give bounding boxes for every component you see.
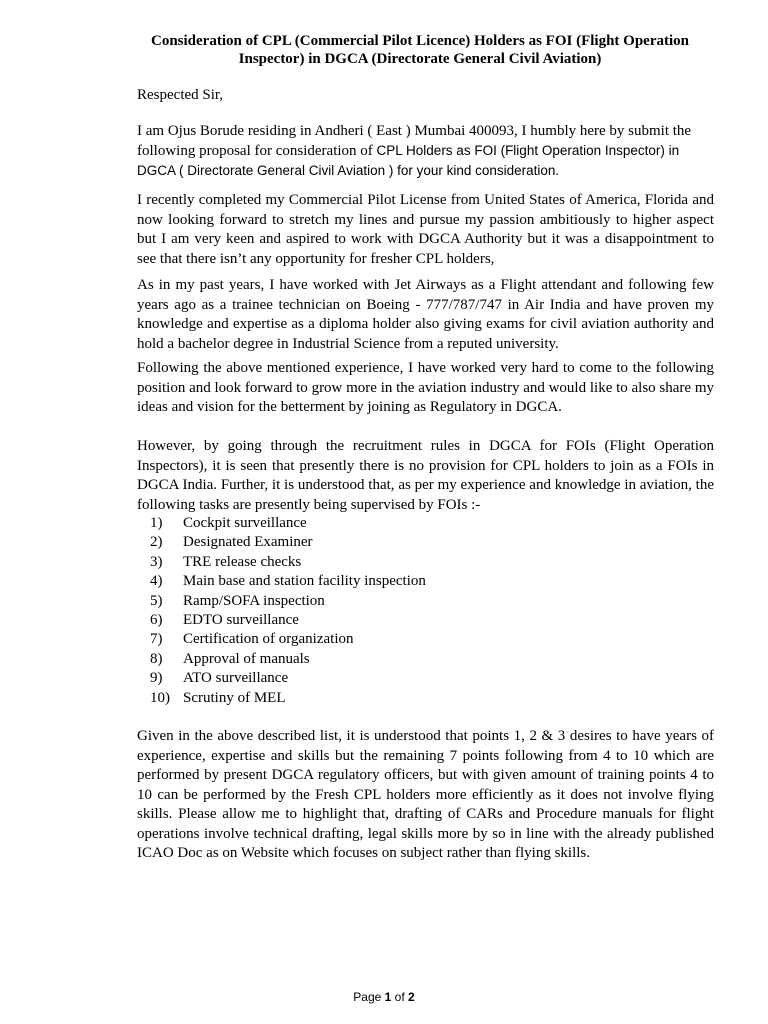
foi-task-list (150, 514, 710, 708)
list-item: 6) EDTO surveillance (150, 612, 299, 629)
list-item: 9) ATO surveillance (150, 670, 289, 687)
page-number: Page 1 of 2 (353, 990, 415, 1004)
paragraph-background: I recently completed my Commercial Pilot License from United States of America, Florida and now looking forward to stretch my lines and pursue my passion ambitiously to higher aspect but I am very keen and aspired to work with DGCA Authority but it was a disappointment to see that there isn’t any opportunity for fresher CPL holders, (137, 192, 714, 267)
list-item: 7) Certification of organization (150, 631, 354, 648)
salutation: Respected Sir, (137, 87, 224, 103)
list-item: 10) Scrutiny of MEL (150, 689, 286, 706)
list-item: 2) Designated Examiner (150, 534, 313, 551)
intro-line-2b: CPL Holders as FOI (Flight Operation Inspector) in (376, 143, 680, 158)
list-item: 4) Main base and station facility inspection (150, 573, 426, 590)
document-title: Consideration of CPL (Commercial Pilot Licence) Holders as FOI (Flight Operation Inspector) in DGCA (Directorate General Civil Aviation) (151, 33, 689, 67)
intro-line-2a: following proposal for consideration of (137, 143, 377, 159)
list-item: 5) Ramp/SOFA inspection (150, 592, 325, 609)
paragraph-aspiration: Following the above mentioned experience, I have worked very hard to come to the following position and look forward to grow more in the aviation industry and would like to also share my ideas and vision for the betterment by joining as Regulatory in DGCA. (137, 360, 714, 415)
intro-line-1: I am Ojus Borude residing in Andheri ( East ) Mumbai 400093, I humbly here by submit the (137, 123, 692, 139)
list-item: 1) Cockpit surveillance (150, 515, 307, 531)
intro-line-3: DGCA ( Directorate General Civil Aviation ) for your kind consideration. (137, 163, 560, 178)
list-item: 8) Approval of manuals (150, 650, 310, 667)
paragraph-conclusion: Given in the above described list, it is understood that points 1, 2 & 3 desires to have years of experience, expertise and skills but the remaining 7 points following from 4 to 10 which are performed by present DGCA regulatory officers, but with given amount of training points 4 to 10 can be performed by the Fresh CPL holders more efficiently as it does not involve flying skills. Please allow me to highlight that, drafting of CARs and Procedure manuals for flight operations involve technical drafting, legal skills more by so in line with the already published ICAO Doc as on Website which focuses on subject rather than flying skills. (137, 728, 714, 861)
paragraph-recruitment-rules: However, by going through the recruitment rules in DGCA for FOIs (Flight Operation Inspectors), it is seen that presently there is no provision for CPL holders to join as a FOIs in DGCA India. Further, it is understood that, as per my experience and knowledge in aviation, the following tasks are presently being supervised by FOIs :- (137, 438, 714, 513)
list-item: 3) TRE release checks (150, 553, 302, 570)
paragraph-experience: As in my past years, I have worked with Jet Airways as a Flight attendant and following few years ago as a trainee technician on Boeing - 777/787/747 in Air India and have proven my knowledge and expertise as a diploma holder also giving exams for civil aviation authority and hold a bachelor degree in Industrial Science from a reputed university. (137, 277, 714, 352)
paragraph-introduction (137, 121, 714, 181)
